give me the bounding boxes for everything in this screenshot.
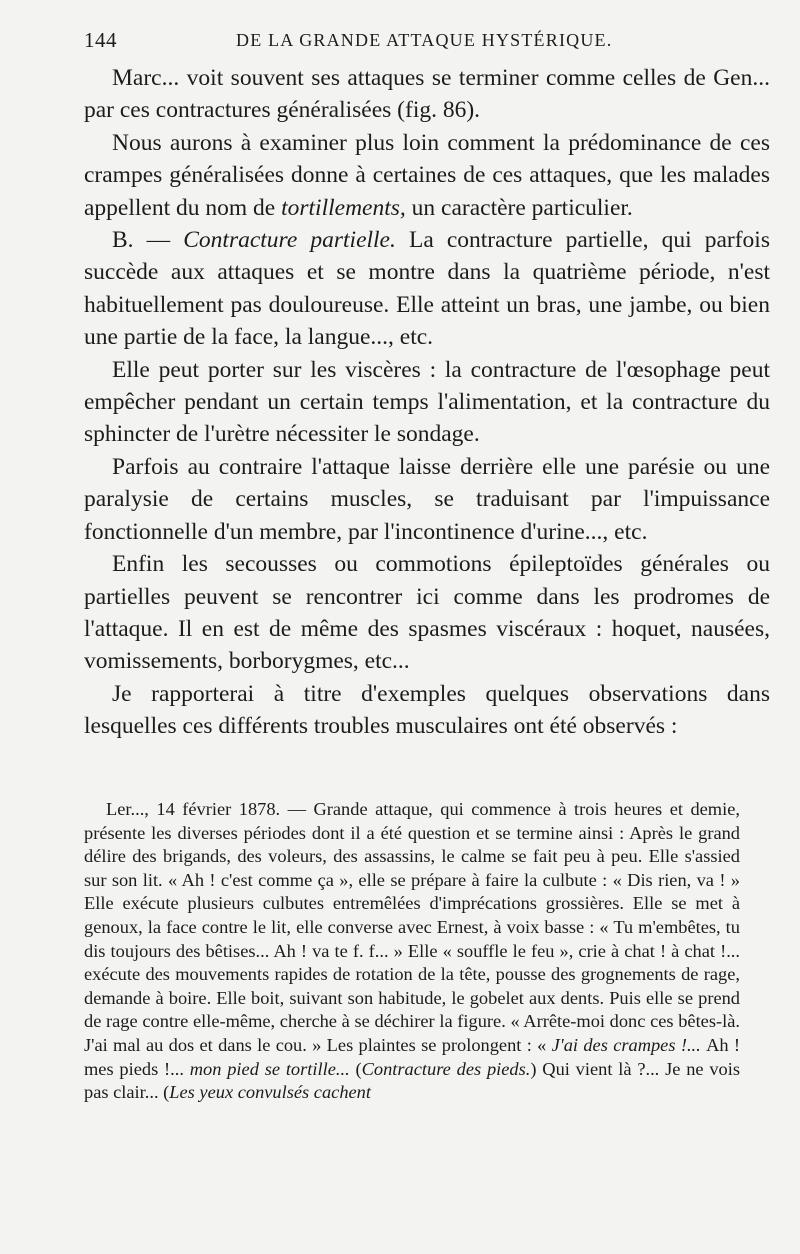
observation-italic: Les yeux convulsés cachent: [169, 1082, 371, 1103]
paragraph-text: Elle peut porter sur les viscères : la contracture de l'œsophage peut empêcher pendant un certain temps l'alimentation, et la contracture du sphincter de l'urètre nécessiter le sondage.: [84, 356, 770, 448]
paragraph: [84, 354, 770, 451]
paragraph: [84, 62, 770, 127]
paragraph-text: Nous aurons à examiner plus loin comment la prédominance de ces crampes généralisées donne à certaines de ces attaques, que les malades appellent du nom de: [84, 129, 770, 221]
section-letter: B. —: [112, 227, 184, 254]
page-number: 144: [84, 28, 117, 52]
observation-text-part: ) Qui vient là ?... Je ne vois pas clair... (: [84, 1058, 741, 1103]
observation-italic: mon pied se tortille...: [189, 1058, 350, 1079]
paragraph: [84, 127, 770, 224]
paragraph-text: Je rapporterai à titre d'exemples quelques observations dans lesquelles ces différents troubles musculaires ont été observés :: [84, 680, 770, 740]
observation-italic: J'ai des crampes !...: [551, 1034, 707, 1055]
paragraph: [84, 548, 770, 678]
main-text: [84, 62, 770, 743]
paragraph-text: Parfois au contraire l'attaque laisse derrière elle une parésie ou une paralysie de certains muscles, se traduisant par l'impuissance fonctionnelle d'un membre, par l'incontinence d'urine..., etc.: [84, 453, 770, 545]
page-header: [84, 28, 764, 56]
observation-italic: Contracture des pieds.: [361, 1058, 531, 1079]
paragraph-text: Enfin les secousses ou commotions épileptoïdes générales ou partielles peuvent se rencontrer ici comme dans les prodromes de l'attaque. Il en est de même des spasmes viscéraux : hoquet, nausées, vomissements, borborygmes, etc...: [84, 551, 770, 675]
observation-text: [84, 798, 740, 1105]
observation-paragraph: [84, 798, 740, 1105]
observation-text-part: Ah ! mes pieds !...: [84, 1034, 740, 1079]
italic-term: tortillements,: [281, 194, 406, 221]
observation-text-part: (: [349, 1058, 362, 1079]
paragraph-text: La contracture partielle, qui parfois succède aux attaques et se montre dans la quatrième période, n'est habituellement pas douloureuse. Elle atteint un bras, une jambe, ou bien une partie de la face, la langue..., etc.: [84, 227, 770, 351]
paragraph: [84, 224, 770, 354]
paragraph-text: Marc... voit souvent ses attaques se terminer comme celles de Gen... par ces contractures généralisées (fig. 86).: [84, 65, 770, 124]
paragraph: [84, 451, 770, 548]
observation-text-part: Ler..., 14 février 1878. — Grande attaque, qui commence à trois heures et demie, présente les diverses périodes dont il a été question et se termine ainsi : Après le grand délire des brigands, des voleurs, des assassins, le calme se fait peu à peu. Elle s'assied sur son lit. « Ah ! c'est comme ça », elle se prépare à faire la culbute : « Dis rien, va ! » Elle exécute plusieurs culbutes entremêlées d'imprécations grossières. Elle se met à genoux, la face contre le lit, elle converse avec Ernest, à voix basse : « Tu m'embêtes, tu dis toujours des bêtises... Ah ! va te f. f... » Elle « souffle le feu », crie à chat ! à chat !... exécute des mouvements rapides de rotation de la tête, pousse des grognements de rage, demande à boire. Elle boit, suivant son habitude, le gobelet aux dents. Puis elle se prend de rage contre elle-même, cherche à se déchirer la figure. « Arrête-moi donc ces bêtes-là. J'ai mal au dos et dans le cou. » Les plaintes se prolongent : «: [84, 799, 740, 1055]
section-heading: Contracture partielle.: [183, 227, 396, 254]
paragraph: [84, 678, 770, 743]
running-title: DE LA GRANDE ATTAQUE HYSTÉRIQUE.: [236, 30, 613, 50]
paragraph-text: un caractère particulier.: [405, 194, 633, 221]
